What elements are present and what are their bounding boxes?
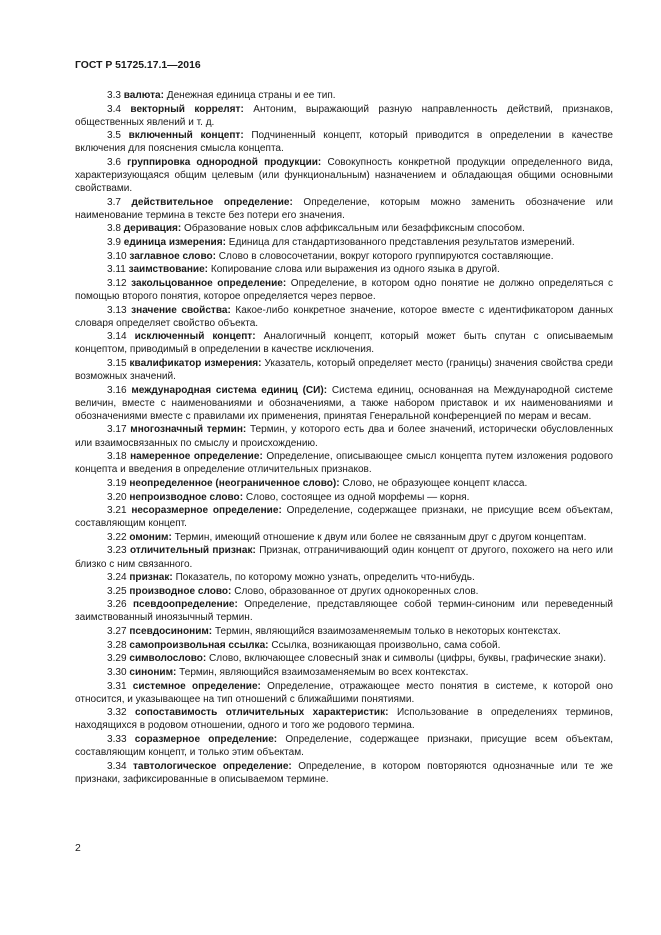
entry-number: 3.34: [107, 760, 127, 772]
entry-number: 3.16: [107, 384, 127, 396]
entry-term: векторный коррелят:: [130, 103, 244, 115]
definition-entry: [75, 156, 613, 195]
definition-entry: [75, 477, 613, 490]
definition-entry: [75, 357, 613, 383]
entry-definition: Определение, содержащее признаки, не присущие всем объектам, составляющим концепт.: [75, 505, 613, 530]
entry-term: включенный концепт:: [128, 130, 244, 142]
definition-entry: [75, 384, 613, 423]
entry-number: 3.18: [107, 451, 127, 463]
entry-term: непроизводное слово:: [129, 491, 244, 503]
entry-term: неопределенное (неограниченное слово):: [129, 477, 340, 489]
entry-number: 3.3: [107, 90, 121, 101]
entry-number: 3.17: [107, 424, 127, 436]
definition-entry: [75, 706, 613, 732]
entry-definition: Определение, представляющее собой термин-синоним или переведенный заимствованный иноязычный термин.: [75, 599, 614, 624]
entry-definition: Денежная единица страны и ее тип.: [166, 90, 336, 101]
entry-term: закольцованное определение:: [131, 278, 287, 289]
entry-number: 3.20: [107, 491, 127, 503]
definition-entry: [75, 598, 613, 624]
entry-term: исключенный концепт:: [134, 331, 256, 343]
definition-entry: [75, 263, 613, 276]
definition-entry: [75, 304, 613, 330]
entry-number: 3.26: [107, 599, 127, 611]
entry-number: 3.31: [107, 680, 127, 692]
entry-term: синоним:: [129, 667, 177, 679]
entry-term: квалификатор измерения:: [129, 358, 262, 370]
entry-definition: Слово, образованное от других однокоренных слов.: [234, 585, 479, 597]
entry-number: 3.27: [107, 626, 127, 638]
entry-term: группировка однородной продукции:: [127, 157, 322, 169]
entry-number: 3.30: [107, 667, 127, 679]
entry-term: сопоставимость отличительных характеристик:: [135, 707, 389, 719]
entry-number: 3.13: [107, 304, 127, 316]
definition-entry: [75, 504, 613, 530]
entry-number: 3.15: [107, 358, 127, 370]
entry-definition: Антоним, выражающий разную направленность действий, признаков, общественных явлений и т. д.: [75, 103, 614, 128]
entry-definition: Термин, имеющий отношение к двум или более не связанным друг с другом концептам.: [174, 531, 587, 543]
entry-number: 3.11: [107, 264, 126, 276]
entry-number: 3.25: [107, 585, 127, 597]
definitions-list: [75, 89, 613, 786]
entry-term: многозначный термин:: [130, 424, 247, 436]
entry-term: международная система единиц (СИ):: [131, 384, 328, 396]
page-number: 2: [75, 843, 81, 854]
definition-entry: [75, 544, 613, 570]
entry-definition: Использование в определениях терминов, находящихся в родовом отношении, одного и того же родового термина.: [75, 707, 614, 732]
entry-definition: Слово, не образующее концепт класса.: [342, 477, 528, 489]
entry-number: 3.12: [107, 278, 127, 289]
entry-number: 3.10: [107, 250, 127, 262]
entry-definition: Показатель, по которому можно узнать, определить что-нибудь.: [175, 572, 475, 584]
definition-entry: [75, 277, 613, 303]
entry-definition: Определение, в котором повторяются однозначные или те же признаки, зафиксированные в описываемом термине.: [75, 760, 613, 785]
entry-number: 3.22: [107, 531, 127, 543]
entry-number: 3.19: [107, 477, 127, 489]
entry-definition: Слово, состоящее из одной морфемы — корня.: [245, 491, 470, 503]
entry-number: 3.24: [107, 572, 127, 584]
entry-definition: Определение, в котором одно понятие не должно определяться с помощью второго понятия, которое определяется через первое.: [75, 278, 613, 303]
entry-number: 3.33: [107, 734, 127, 746]
entry-term: отличительный признак:: [129, 545, 256, 557]
entry-number: 3.32: [107, 707, 127, 719]
entry-definition: Термин, у которого есть два и более значений, исторически обусловленных или взаимосвязанных по смыслу и происхождению.: [75, 424, 614, 449]
entry-number: 3.9: [107, 237, 121, 249]
definition-entry: [75, 222, 613, 235]
definition-entry: [75, 103, 613, 129]
entry-term: самопроизвольная ссылка:: [129, 639, 269, 651]
entry-definition: Единица для стандартизованного представления результатов измерений.: [228, 237, 575, 249]
entry-definition: Образование новых слов аффиксальным или безаффиксным способом.: [184, 223, 525, 235]
entry-term: заимствование:: [128, 264, 209, 276]
entry-number: 3.14: [107, 331, 127, 343]
definition-entry: [75, 666, 613, 679]
definition-entry: [75, 733, 613, 759]
entry-definition: Термин, являющийся взаимозаменяемым во всех контекстах.: [179, 667, 469, 679]
definition-entry: [75, 652, 613, 665]
entry-definition: Признак, отграничивающий один концепт от другого, похожего на него или близко с ним связанного.: [75, 545, 613, 570]
entry-term: заглавное слово:: [129, 250, 216, 262]
entry-term: псевдоопределение:: [132, 599, 238, 611]
entry-number: 3.7: [107, 196, 121, 208]
entry-number: 3.8: [107, 223, 121, 235]
definition-entry: [75, 89, 613, 102]
entry-number: 3.23: [107, 545, 127, 557]
definition-entry: [75, 531, 613, 544]
entry-term: производное слово:: [129, 585, 232, 597]
definition-entry: [75, 571, 613, 584]
entry-definition: Совокупность конкретной продукции определенного вида, характеризующаяся общим целевым (или функциональным) назначением и обладающая общими основными свойствами.: [75, 157, 613, 195]
entry-term: системное определение:: [132, 680, 261, 692]
entry-definition: Определение, описывающее смысл концепта путем изложения родового концепта и введения в определение отличительных признаков.: [75, 451, 613, 476]
entry-definition: Система единиц, основанная на Международной системе величин, вместе с наименованиями и обозначениями, а также набором приставок и их наименованиями и обозначениями вместе с правилами их применения, принятая Генеральной конференцией по мерам и весам.: [75, 384, 614, 422]
entry-term: символослово:: [129, 653, 207, 665]
entry-definition: Определение, которым можно заменить обозначение или наименование термина в тексте без потери его значения.: [75, 196, 613, 221]
definition-entry: [75, 236, 613, 249]
entry-definition: Определение, содержащее признаки, присущие всем объектам, составляющим концепт, и только этим объектам.: [75, 734, 614, 759]
entry-number: 3.29: [107, 653, 127, 665]
entry-definition: Какое-либо конкретное значение, которое вместе с идентификатором данных словаря определяет свойство объекта.: [75, 304, 613, 329]
definition-entry: [75, 625, 613, 638]
entry-term: признак:: [129, 572, 173, 584]
entry-term: соразмерное определение:: [134, 734, 278, 746]
entry-number: 3.6: [107, 157, 121, 169]
definition-entry: [75, 330, 613, 356]
entry-definition: Ссылка, возникающая произвольно, сама собой.: [271, 639, 501, 651]
entry-term: псевдосиноним:: [129, 626, 213, 638]
entry-definition: Указатель, который определяет место (границы) значения свойства среди возможных значений.: [75, 358, 613, 383]
entry-number: 3.28: [107, 639, 127, 651]
definition-entry: [75, 129, 613, 155]
definition-entry: [75, 423, 613, 449]
entry-definition: Копирование слова или выражения из одного языка в другой.: [210, 264, 500, 276]
entry-definition: Слово, включающее словесный знак и символы (цифры, буквы, графические знаки).: [209, 653, 606, 665]
entry-definition: Термин, являющийся взаимозаменяемым только в некоторых контекстах.: [214, 626, 561, 638]
definition-entry: [75, 760, 613, 786]
document-header: ГОСТ Р 51725.17.1—2016: [75, 60, 201, 71]
definition-entry: [75, 250, 613, 263]
definition-entry: [75, 450, 613, 476]
entry-definition: Слово в словосочетании, вокруг которого группируются составляющие.: [218, 250, 554, 262]
entry-term: несоразмерное определение:: [131, 505, 282, 517]
entry-term: действительное определение:: [131, 196, 293, 208]
entry-term: единица измерения:: [123, 237, 226, 249]
entry-number: 3.5: [107, 130, 121, 142]
entry-term: тавтологическое определение:: [132, 760, 292, 772]
entry-definition: Подчиненный концепт, который приводится в определении в качестве включения для пояснения смысла концепта.: [75, 130, 613, 155]
entry-definition: Аналогичный концепт, который может быть спутан с описываемым концептом, приводимый в определении в качестве исключения.: [75, 331, 613, 356]
entry-term: значение свойства:: [131, 304, 231, 316]
definition-entry: [75, 680, 613, 706]
definition-entry: [75, 585, 613, 598]
entry-term: валюта:: [123, 90, 164, 101]
definition-entry: [75, 196, 613, 222]
definition-entry: [75, 491, 613, 504]
entry-number: 3.21: [107, 505, 127, 517]
entry-term: намеренное определение:: [130, 451, 263, 463]
entry-term: омоним:: [129, 531, 172, 543]
entry-number: 3.4: [107, 103, 121, 115]
entry-definition: Определение, отражающее место понятия в системе, к которой оно относится, и указывающее на тип отношений с ближайшими понятиями.: [75, 680, 614, 705]
definition-entry: [75, 639, 613, 652]
entry-term: деривация:: [123, 223, 182, 235]
